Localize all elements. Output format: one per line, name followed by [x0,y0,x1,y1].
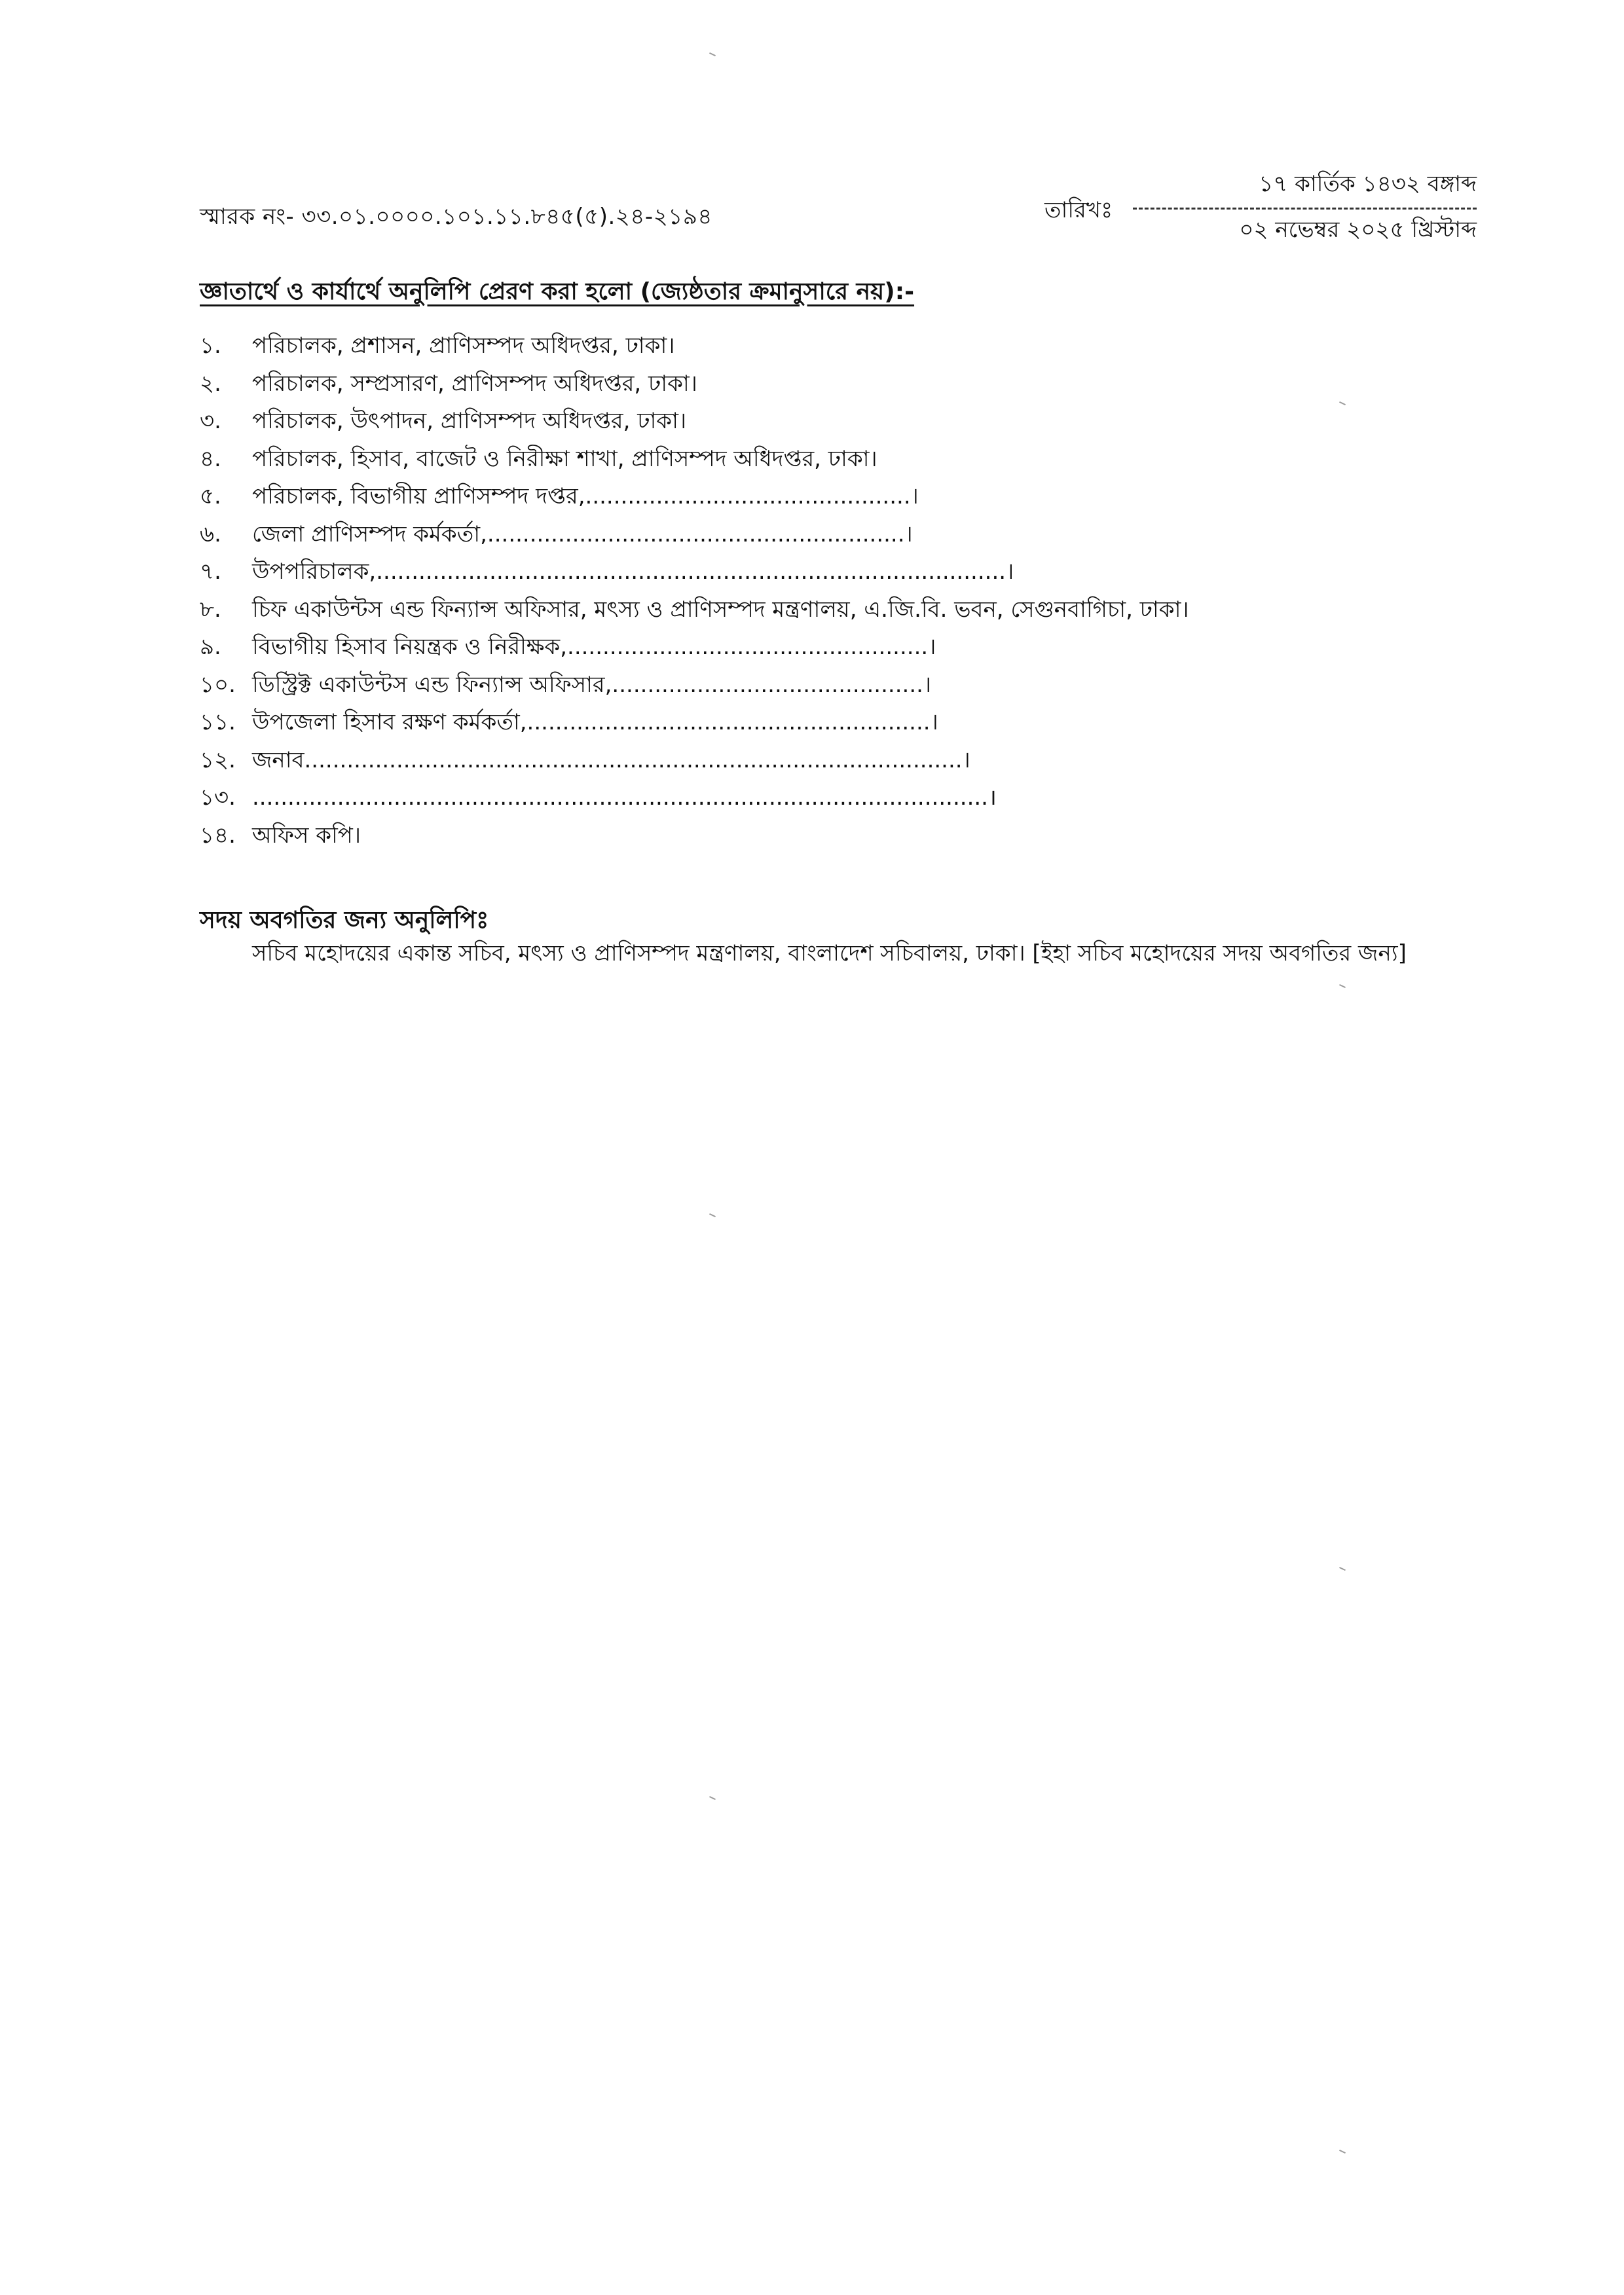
item-number: ১৪. [200,822,236,849]
item-text: ডিস্ট্রিক্ট একাউন্টস এন্ড ফিন্যান্স অফিসার,............................................। [252,671,932,698]
list-item [200,441,1477,479]
list-item [200,742,1477,780]
item-text: উপপরিচালক,.........................................................................................। [252,559,1014,585]
list-item [200,516,1477,554]
item-text: চিফ একাউন্টস এন্ড ফিন্যান্স অফিসার, মৎস্য ও প্রাণিসম্পদ মন্ত্রণালয়, এ.জি.বি. ভবন, সেগুনবাগিচা, ঢাকা। [252,596,1189,623]
item-number: ৭. [200,559,221,585]
item-text: বিভাগীয় হিসাব নিয়ন্ত্রক ও নিরীক্ষক,...................................................। [252,634,936,660]
item-number: ১০. [200,671,236,698]
list-item [200,629,1477,667]
item-text: পরিচালক, সম্প্রসারণ, প্রাণিসম্পদ অধিদপ্তর, ঢাকা। [252,370,697,397]
list-item [200,817,1477,855]
list-item [200,327,1477,365]
item-number: ৯. [200,634,221,660]
item-number: ৪. [200,445,221,472]
scan-speck [1339,1567,1346,1571]
item-text: অফিস কপি। [252,822,361,849]
item-text: জনাব.............................................................................................। [252,746,970,773]
memo-number: স্মারক নং- ৩৩.০১.০০০০.১০১.১১.৮৪৫(৫).২৪-২১৯৪ [200,204,712,230]
date-divider [1133,208,1477,210]
scan-speck [709,52,716,56]
notice-text: সচিব মহোদয়ের একান্ত সচিব, মৎস্য ও প্রাণিসম্পদ মন্ত্রণালয়, বাংলাদেশ সচিবালয়, ঢাকা। [ইহা সচিব মহোদয়ের সদয় অবগতির জন্য] [252,940,1407,966]
list-item [200,704,1477,742]
item-text: পরিচালক, বিভাগীয় প্রাণিসম্পদ দপ্তর,..............................................। [252,483,919,509]
date-gregorian: ০২ নভেম্বর ২০২৫ খ্রিস্টাব্দ [1239,217,1477,243]
item-number: ৫. [200,483,221,509]
item-text: জেলা প্রাণিসম্পদ কর্মকর্তা,...........................................................। [252,521,913,547]
list-item [200,591,1477,629]
list-item [200,478,1477,516]
item-number: ১. [200,333,221,359]
list-item [200,667,1477,705]
item-number: ৮. [200,596,221,623]
item-number: ১২. [200,746,236,773]
date-bangla: ১৭ কার্তিক ১৪৩২ বঙ্গাব্দ [1259,171,1477,197]
item-number: ৩. [200,408,221,434]
list-item [200,779,1477,817]
item-number: ৬. [200,521,221,547]
list-item [200,403,1477,441]
item-text: পরিচালক, প্রশাসন, প্রাণিসম্পদ অধিদপ্তর, ঢাকা। [252,333,675,359]
date-label: তারিখঃ [1044,197,1113,223]
item-text: ........................................................................................................। [252,784,997,811]
scan-speck [1339,2150,1346,2154]
item-text: পরিচালক, উৎপাদন, প্রাণিসম্পদ অধিদপ্তর, ঢাকা। [252,408,687,434]
date-block [1044,167,1477,246]
item-number: ২. [200,370,221,397]
scan-speck [709,1796,716,1800]
item-text: উপজেলা হিসাব রক্ষণ কর্মকর্তা,.........................................................। [252,709,938,735]
item-number: ১১. [200,709,236,735]
notice-heading: সদয় অবগতির জন্য অনুলিপিঃ [200,907,489,934]
distribution-list [200,327,1477,854]
list-item [200,365,1477,403]
distribution-heading: জ্ঞাতার্থে ও কার্যার্থে অনুলিপি প্রেরণ করা হলো (জ্যেষ্ঠতার ক্রমানুসারে নয়):- [200,278,915,305]
list-item [200,553,1477,591]
scan-speck [709,1213,716,1217]
scan-speck [1339,984,1346,988]
item-number: ১৩. [200,784,236,811]
item-text: পরিচালক, হিসাব, বাজেট ও নিরীক্ষা শাখা, প্রাণিসম্পদ অধিদপ্তর, ঢাকা। [252,445,877,472]
